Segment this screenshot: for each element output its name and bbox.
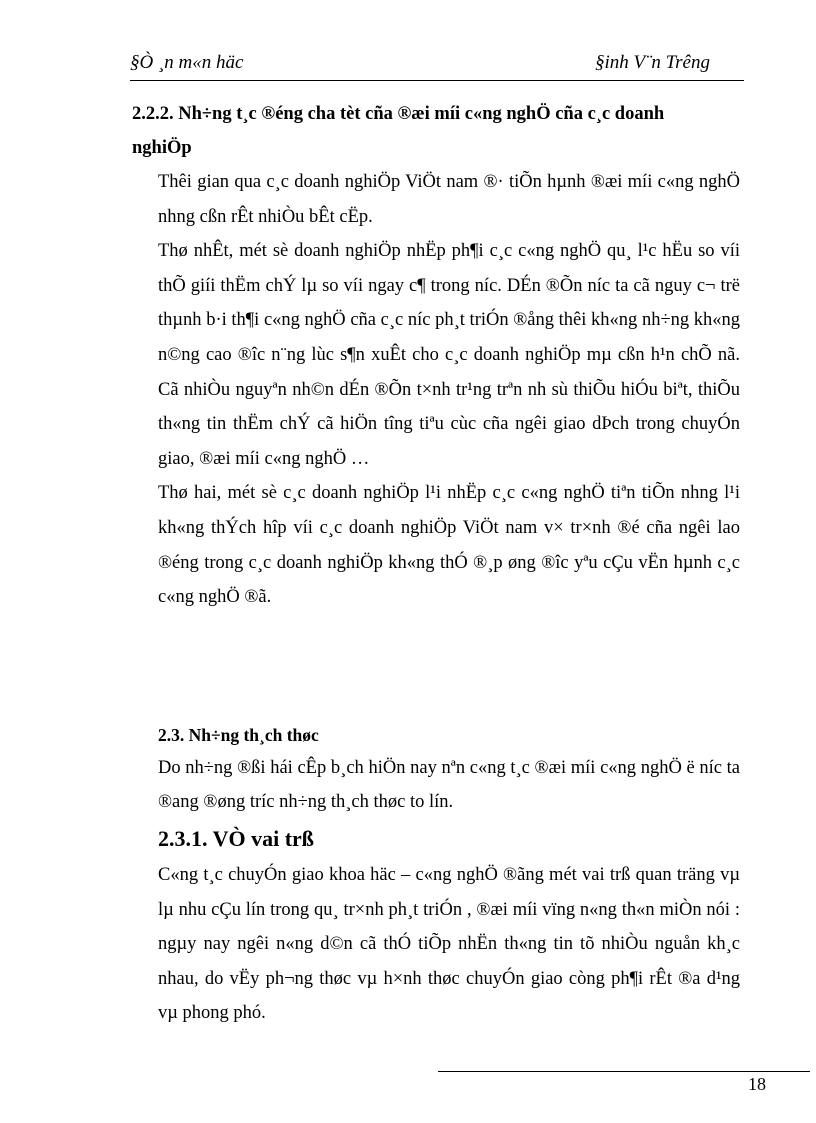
vertical-spacer [158, 615, 740, 719]
section-heading-2-2-2 [132, 97, 740, 165]
page-body [132, 97, 740, 1031]
section-heading-2-3-1: 2.3.1. VÒ vai trß [158, 825, 315, 851]
header-author-name: §inh V¨n Trêng [594, 52, 710, 73]
header-course-title: §Ò ¸n m«n häc [130, 52, 244, 73]
section-heading-2-3: 2.3. Nh÷ng th¸ch thøc [158, 724, 319, 745]
paragraph: C«ng t¸c chuyÓn giao khoa häc – c«ng nghÖ ®ãng mét vai trß quan träng vµ lµ nhu cÇu lín trong qu¸ tr×nh ph¸t triÓn , ®æi míi vïng n«ng th«n miÒn nói : ngµy nay ngêi n«ng d©n cã thÓ tiÕp nhËn th«ng tin tõ nhiÒu nguån kh¸c nhau, do vËy ph¬ng thøc vµ h×nh thøc chuyÓn giao còng ph¶i rÊt ®a d¹ng vµ phong phó. [158, 864, 740, 1024]
section-heading-2-2-2-line1: 2.2.2. Nh÷ng t¸c ®éng cha tèt cña ®æi míi c«ng nghÖ cña c¸c doanh [132, 104, 665, 124]
section-heading-2-2-2-line2: nghiÖp [132, 138, 192, 158]
paragraph: Thêi gian qua c¸c doanh nghiÖp ViÖt nam ®· tiÕn hµnh ®æi míi c«ng nghÖ nhng cßn rÊt nhiÒu bÊt cËp. [158, 172, 740, 227]
paragraph: Thø nhÊt, mét sè doanh nghiÖp nhËp ph¶i c¸c c«ng nghÖ qu¸ l¹c hËu so víi thÕ giíi thËm chÝ lµ so víi ngay c¶ trong níc. DÉn ®Õn níc ta cã nguy c¬ trë thµnh b·i th¶i c«ng nghÖ cña c¸c níc ph¸t triÓn ®ång thêi kh«ng nh÷ng kh«ng n©ng cao ®îc n¨ng lùc s¶n xuÊt cho c¸c doanh nghiÖp mµ cßn h¹n chÕ nã. Cã nhiÒu nguyªn nh©n dÉn ®Õn t×nh tr¹ng trªn nh sù thiÕu hiÓu biªt, thiÕu th«ng tin thËm chÝ cã hiÖn tîng tiªu cùc cña ngêi giao dÞch trong chuyÓn giao, ®æi míi c«ng nghÖ … [158, 241, 740, 469]
paragraph: Thø hai, mét sè c¸c doanh nghiÖp l¹i nhËp c¸c c«ng nghÖ tiªn tiÕn nhng l¹i kh«ng thÝch hîp víi c¸c doanh nghiÖp ViÖt nam v× tr×nh ®é cña ngêi lao ®éng trong c¸c doanh nghiÖp kh«ng thÓ ®¸p øng ®îc yªu cÇu vËn hµnh c¸c c«ng nghÖ ®ã. [158, 483, 740, 608]
footer-rule [438, 1071, 810, 1072]
page-header [130, 50, 744, 81]
page-number: 18 [748, 1074, 766, 1094]
paragraph: Do nh÷ng ®ßi hái cÊp b¸ch hiÖn nay nªn c«ng t¸c ®æi míi c«ng nghÖ ë níc ta ®ang ®øng tríc nh÷ng th¸ch thøc to lín. [158, 757, 740, 813]
